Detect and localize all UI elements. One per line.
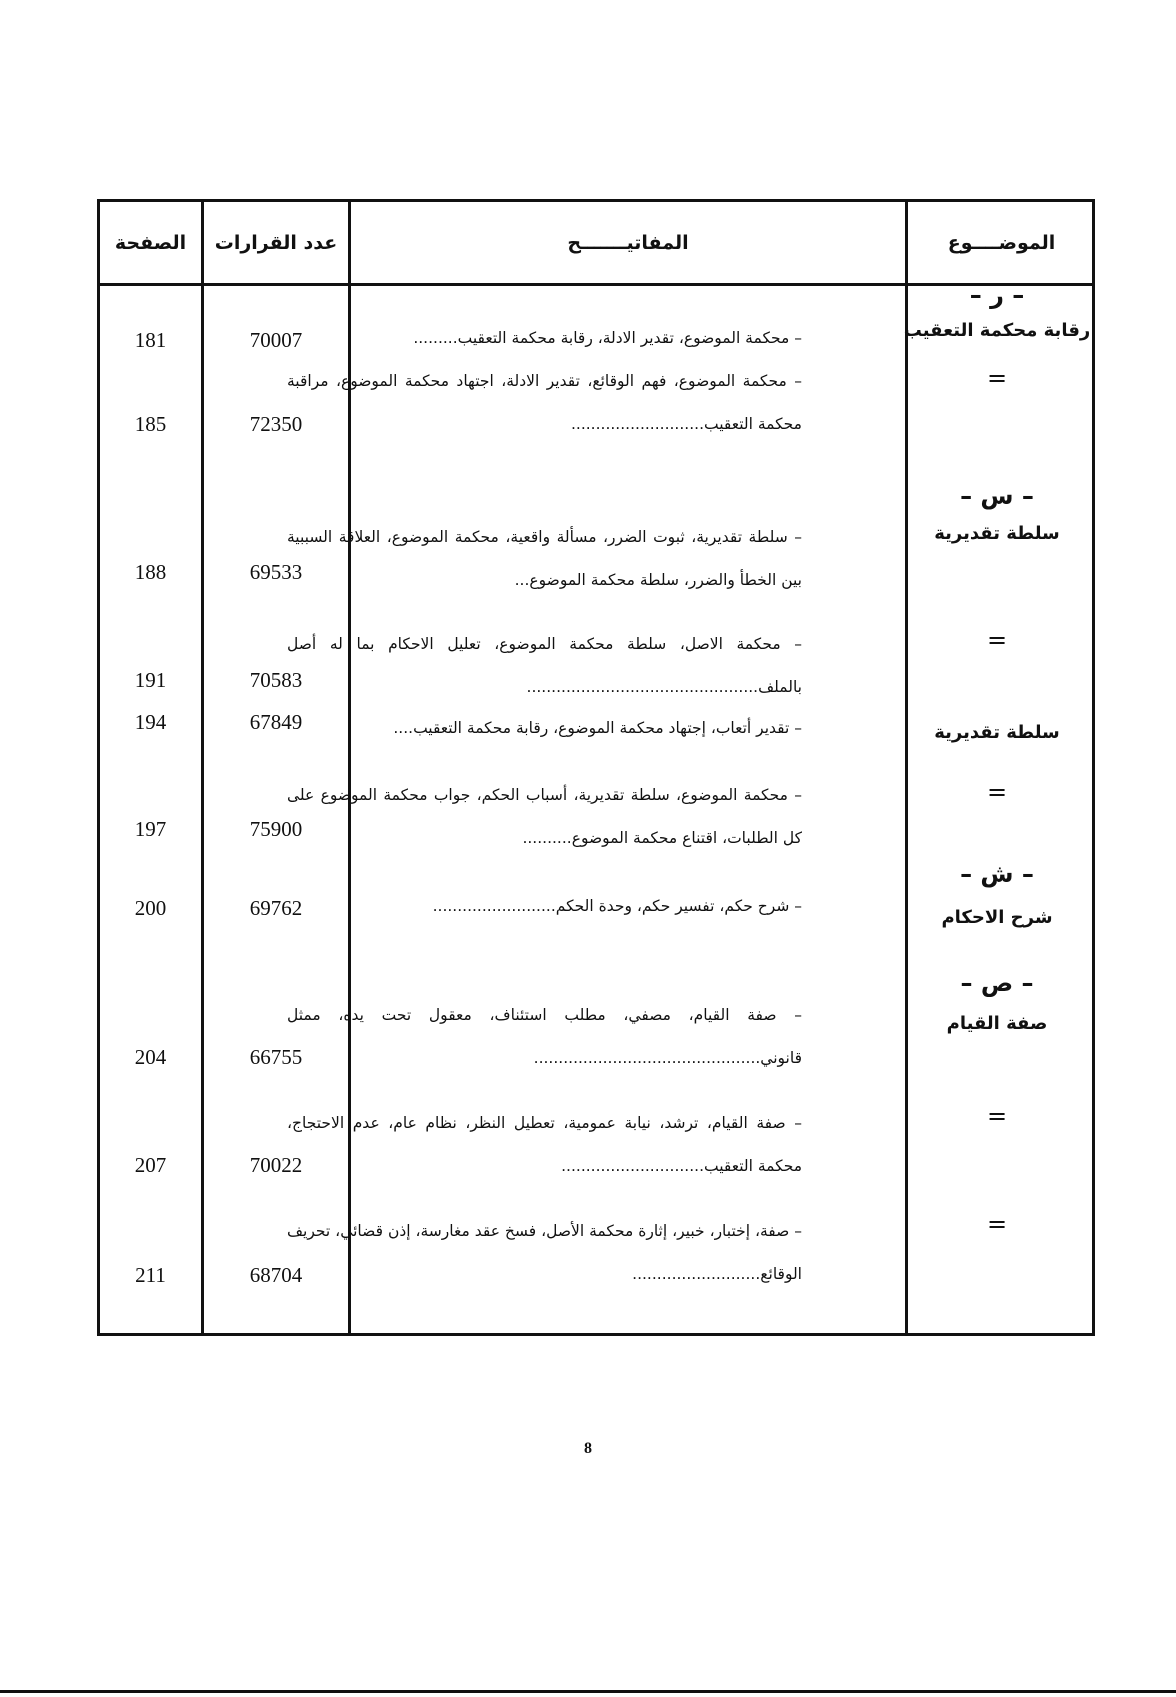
row-keywords: – صفة القيام، ترشد، نيابة عمومية، تعطيل النظر، نظام عام، عدم الاحتجاج، محكمة التعقيب............................. [287,1114,802,1175]
row-keywords: – تقدير أتعاب، إجتهاد محكمة الموضوع، رقابة محكمة التعقيب.... [393,719,802,737]
row-decision: 70007 [249,328,303,352]
row-keywords: – سلطة تقديرية، ثبوت الضرر، مسألة واقعية، محكمة الموضوع، العلاقة السببية بين الخطأ والضرر، سلطة محكمة الموضوع... [287,528,802,589]
row-decision: 75900 [249,817,303,841]
row-keywords: – محكمة الاصل، سلطة محكمة الموضوع، تعليل الاحكام بما له أصل بالملف............................................... [287,635,802,696]
row-subject-ditto: = [986,1102,1008,1130]
row-subject-ditto: = [986,778,1008,806]
row-keywords: – صفة، إختبار، خبير، إثارة محكمة الأصل، فسخ عقد مغارسة، إذن قضائي، تحريف الوقائع.......................... [287,1222,802,1283]
row-page: 197 [134,817,167,841]
row-decision: 70022 [249,1153,303,1177]
section-letter-ra: – ر – [969,281,1025,309]
row-decision: 69762 [249,896,303,920]
section-letter-shin: – ش – [960,860,1034,888]
row-subject: صفة القيام [946,1013,1048,1034]
header-page: الصفحة [114,231,187,254]
row-page: 191 [134,668,167,692]
row-page: 185 [134,412,167,436]
row-decision: 66755 [249,1045,303,1069]
page-number: 8 [584,1440,592,1457]
row-page: 188 [134,560,167,584]
row-subject-ditto: = [986,364,1008,392]
bottom-edge-line [0,1690,1176,1693]
row-page: 211 [135,1263,166,1287]
section-letter-sad: – ص – [960,969,1034,997]
row-page: 200 [134,896,167,920]
row-subject: رقابة محكمة التعقيب [903,320,1091,341]
row-page: 181 [134,328,167,352]
row-decision: 67849 [249,710,303,734]
row-subject: سلطة تقديرية [934,523,1060,544]
row-keywords: – محكمة الموضوع، تقدير الادلة، رقابة محكمة التعقيب......... [413,329,802,347]
row-decision: 69533 [249,560,303,584]
header-decision-count: عدد القرارات [214,231,338,254]
row-subject: شرح الاحكام [941,907,1053,928]
section-letter-sin: – س – [960,482,1034,510]
row-page: 207 [134,1153,167,1177]
index-table [97,199,1095,1336]
row-decision: 70583 [249,668,303,692]
row-decision: 68704 [249,1263,303,1287]
row-keywords: – محكمة الموضوع، سلطة تقديرية، أسباب الحكم، جواب محكمة الموضوع على كل الطلبات، اقتناع محكمة الموضوع.......... [287,786,802,847]
row-decision: 72350 [249,412,303,436]
row-keywords: – محكمة الموضوع، فهم الوقائع، تقدير الادلة، اجتهاد محكمة الموضوع، مراقبة محكمة التعقيب........................... [287,372,802,433]
row-keywords: – شرح حكم، تفسير حكم، وحدة الحكم......................... [432,897,802,915]
header-subject: الموضــــوع [947,231,1056,254]
row-keywords: – صفة القيام، مصفي، مطلب استئناف، معقول تحت يده، ممثل قانوني.............................................. [287,1006,802,1067]
row-subject-ditto: = [986,1210,1008,1238]
row-page: 194 [134,710,167,734]
row-page: 204 [134,1045,167,1069]
row-subject: سلطة تقديرية [934,722,1060,743]
header-keywords: المفاتيـــــــح [567,231,689,254]
row-subject-ditto: = [986,626,1008,654]
